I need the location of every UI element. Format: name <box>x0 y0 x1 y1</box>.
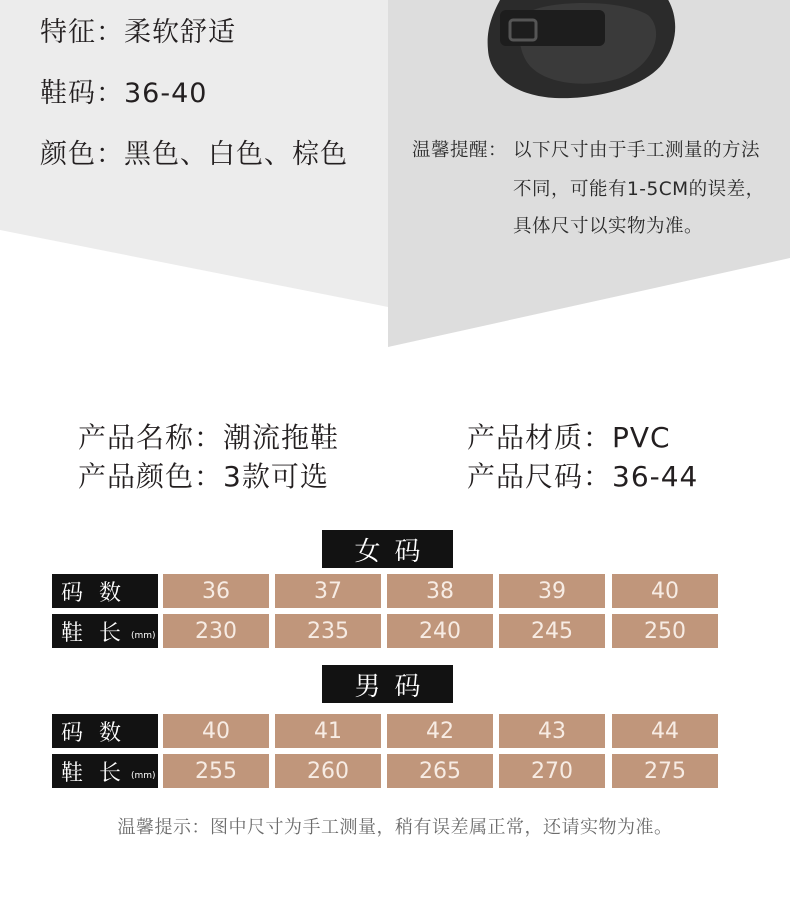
product-size: 产品尺码：36-44 <box>467 460 699 493</box>
womens-length-row-label-text: 鞋长 <box>61 620 138 646</box>
womens-size-cell: 36 <box>163 574 269 608</box>
feature-color <box>40 132 348 171</box>
womens-size-title: 女码 <box>322 530 453 568</box>
womens-length-row-label <box>52 614 158 648</box>
womens-size-cell: 38 <box>387 574 493 608</box>
mens-length-cell: 275 <box>612 754 718 788</box>
womens-size-cell: 39 <box>499 574 605 608</box>
womens-length-unit: (mm) <box>131 630 156 641</box>
footnote: 温馨提示：图中尺寸为手工测量，稍有误差属正常，还请实物为准。 <box>117 817 673 838</box>
feature-comfort-value: 柔软舒适 <box>124 17 236 48</box>
mens-size-title: 男码 <box>322 665 453 703</box>
product-name: 产品名称：潮流拖鞋 <box>78 421 340 454</box>
mens-length-cell: 270 <box>499 754 605 788</box>
mens-length-row-label-text: 鞋长 <box>61 760 138 786</box>
notice-label: 温馨提醒： <box>412 140 508 161</box>
product-material: 产品材质：PVC <box>467 421 671 454</box>
feature-color-value: 黑色、白色、棕色 <box>124 139 348 170</box>
feature-comfort <box>40 10 236 49</box>
mens-size-cell: 42 <box>387 714 493 748</box>
sandal-image <box>470 0 690 110</box>
mens-size-cell: 40 <box>163 714 269 748</box>
feature-size-label: 鞋码： <box>40 78 124 109</box>
womens-length-cell: 250 <box>612 614 718 648</box>
mens-length-cell: 265 <box>387 754 493 788</box>
notice-line-2: 不同，可能有1-5CM的误差， <box>513 179 765 200</box>
womens-length-cell: 245 <box>499 614 605 648</box>
feature-size-value: 36-40 <box>124 78 208 109</box>
mens-size-cell: 44 <box>612 714 718 748</box>
womens-length-cell: 235 <box>275 614 381 648</box>
womens-size-row-label-text: 码数 <box>61 580 138 606</box>
womens-length-cell: 240 <box>387 614 493 648</box>
womens-size-cell: 37 <box>275 574 381 608</box>
feature-size <box>40 71 207 110</box>
mens-size-row-label <box>52 714 158 748</box>
notice-line-1: 以下尺寸由于手工测量的方法 <box>513 140 761 161</box>
mens-length-cell: 255 <box>163 754 269 788</box>
product-color: 产品颜色：3款可选 <box>78 460 329 493</box>
mens-length-unit: (mm) <box>131 770 156 781</box>
mens-length-row-label <box>52 754 158 788</box>
feature-comfort-label: 特征： <box>40 17 124 48</box>
womens-size-row-label <box>52 574 158 608</box>
notice-line-3: 具体尺寸以实物为准。 <box>513 216 704 237</box>
womens-length-cell: 230 <box>163 614 269 648</box>
mens-size-cell: 41 <box>275 714 381 748</box>
mens-size-row-label-text: 码数 <box>61 720 138 746</box>
mens-length-cell: 260 <box>275 754 381 788</box>
mens-size-cell: 43 <box>499 714 605 748</box>
feature-color-label: 颜色： <box>40 139 124 170</box>
womens-size-cell: 40 <box>612 574 718 608</box>
